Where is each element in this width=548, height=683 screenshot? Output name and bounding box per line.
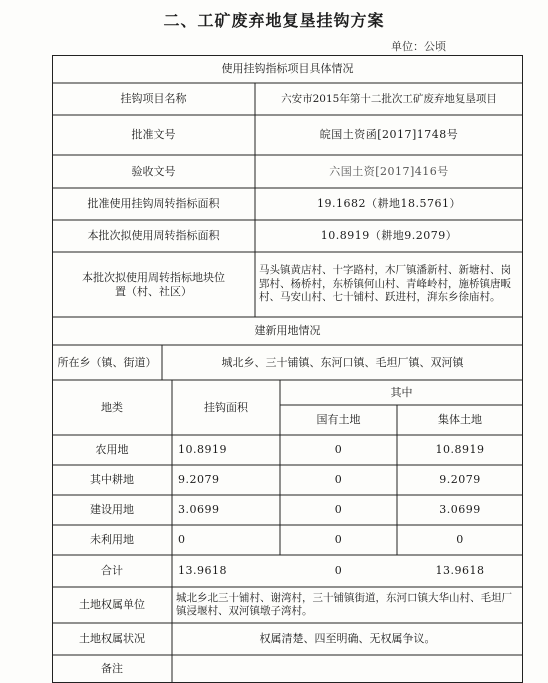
row-type: 农用地 bbox=[95, 443, 129, 456]
town-value: 城北乡、三十铺镇、东河口镇、毛坦厂镇、双河镇 bbox=[221, 355, 464, 369]
page-title: 二、工矿废弃地复垦挂钩方案 bbox=[163, 11, 385, 30]
total-collective: 13.9618 bbox=[435, 564, 485, 577]
approval-value: 皖国土资函[2017]1748号 bbox=[319, 128, 459, 141]
row-type: 其中耕地 bbox=[90, 473, 134, 486]
row-collective: 10.8919 bbox=[435, 443, 485, 456]
row-area: 3.0699 bbox=[178, 503, 220, 516]
unit-label: 单位：公顷 bbox=[391, 40, 446, 53]
remark-value bbox=[172, 655, 523, 683]
total-state: 0 bbox=[334, 564, 343, 577]
total-label: 合计 bbox=[101, 564, 123, 577]
status-label: 土地权属状况 bbox=[79, 632, 145, 645]
row-area: 0 bbox=[178, 533, 186, 546]
project-name-label: 挂钩项目名称 bbox=[120, 92, 187, 105]
planned-area-label: 本批次拟使用周转指标面积 bbox=[87, 229, 220, 242]
town-label: 所在乡（镇、街道） bbox=[57, 355, 157, 369]
row-area: 9.2079 bbox=[178, 473, 220, 486]
col-header-type: 地类 bbox=[101, 400, 123, 414]
status-value: 权属清楚、四至明确、无权属争议。 bbox=[259, 632, 436, 645]
section-header-new-land: 建新用地情况 bbox=[254, 324, 321, 337]
acceptance-label: 验收文号 bbox=[131, 164, 176, 178]
project-name-value: 六安市2015年第十二批次工矿废弃地复垦项目 bbox=[281, 92, 497, 105]
row-type: 建设用地 bbox=[90, 503, 134, 516]
row-state: 0 bbox=[334, 473, 343, 486]
row-state: 0 bbox=[334, 443, 343, 456]
col-header-collective-land: 集体土地 bbox=[438, 413, 482, 426]
row-type: 未利用地 bbox=[90, 533, 134, 546]
approval-label: 批准文号 bbox=[131, 128, 176, 141]
location-value: 马头镇黄店村、十字路村，木厂镇潘新村、新塘村、岗郢村、杨桥村，东桥镇何山村、青峰岭村，施桥镇唐畈村、马安山村、七十铺村、跃进村，湃东乡徐庙村。 bbox=[259, 264, 511, 304]
owner-label: 土地权属单位 bbox=[79, 598, 145, 611]
col-header-area: 挂钩面积 bbox=[204, 400, 248, 414]
planned-area-value: 10.8919（耕地9.2079） bbox=[320, 229, 458, 242]
row-collective: 3.0699 bbox=[439, 503, 481, 516]
row-collective: 0 bbox=[456, 533, 464, 546]
remark-label: 备注 bbox=[101, 662, 123, 675]
row-state: 0 bbox=[334, 533, 343, 546]
row-state: 0 bbox=[334, 503, 343, 516]
approved-area-label: 批准使用挂钩周转指标面积 bbox=[87, 197, 220, 210]
col-header-among: 其中 bbox=[390, 385, 413, 399]
owner-value: 城北乡北三十铺村、谢湾村，三十铺镇街道，东河口镇大华山村、毛坦厂镇浸堰村、双河镇墩子湾村。 bbox=[176, 591, 512, 617]
approved-area-value: 19.1682（耕地18.5761） bbox=[317, 197, 461, 210]
row-area: 10.8919 bbox=[178, 443, 227, 456]
location-label: 本批次拟使用周转指标地块位置（村、社区） bbox=[82, 270, 225, 298]
row-collective: 9.2079 bbox=[439, 473, 481, 486]
acceptance-value: 六国土资[2017]416号 bbox=[329, 164, 449, 178]
col-header-state-land: 国有土地 bbox=[316, 413, 361, 426]
section-header-project: 使用挂钩指标项目具体情况 bbox=[221, 62, 354, 75]
plan-table bbox=[52, 55, 524, 683]
total-area: 13.9618 bbox=[178, 564, 227, 577]
